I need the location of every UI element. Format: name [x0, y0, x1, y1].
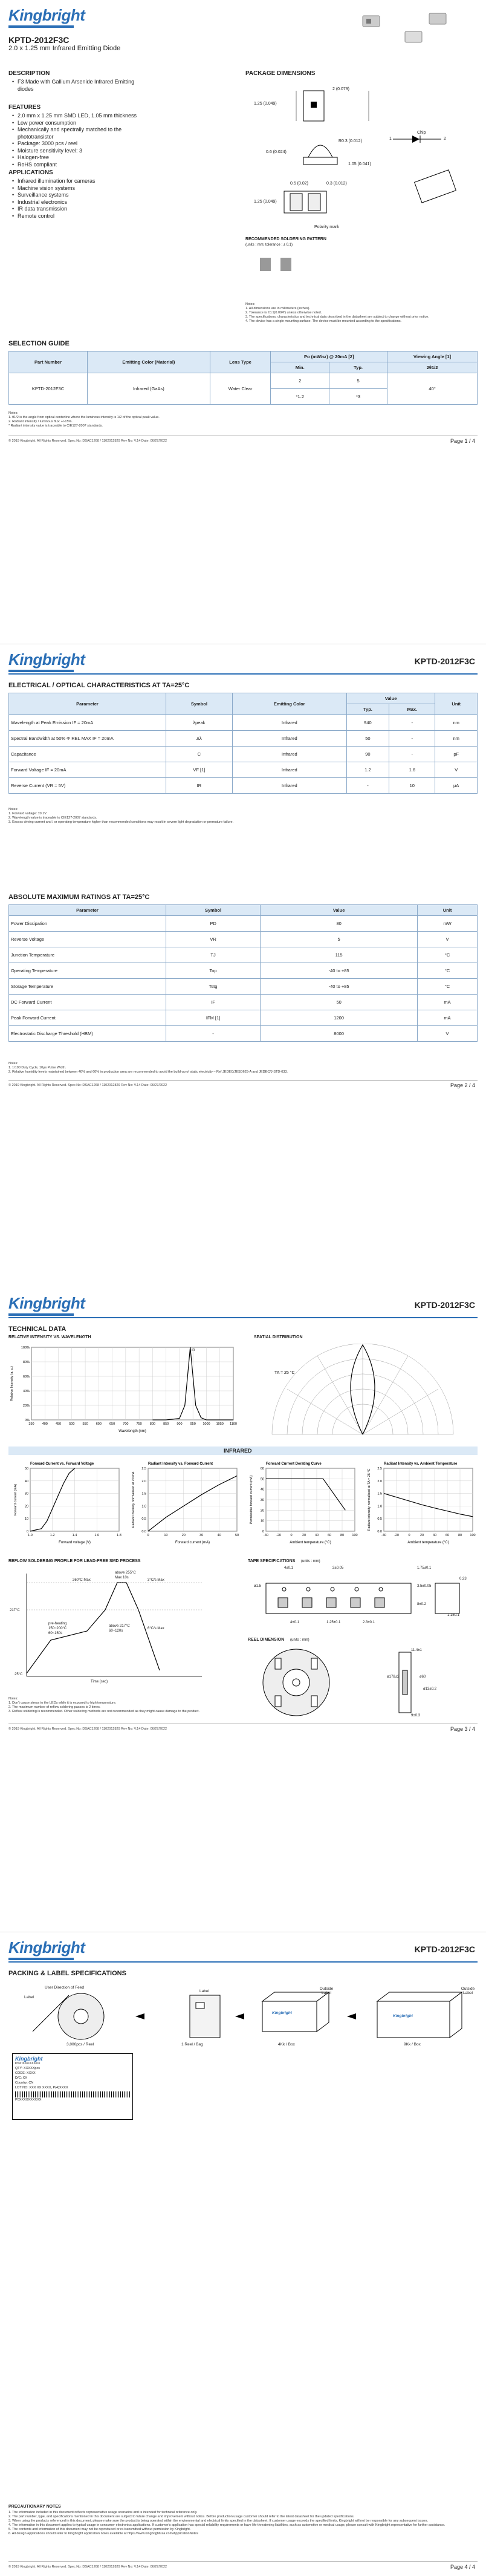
- table-row: Forward Voltage IF = 20mA VF [1] Infrared 1.2 1.6 V: [9, 762, 478, 777]
- cell-min: *1.2: [271, 389, 329, 405]
- selection-notes: Notes: 1. θ1/2 is the angle from optical centerline where the luminous intensity is 1/2 of the optical peak value. 2. Radiant Intensity / luminous flux: +/-15%. * Radiant intensity value is traceable to CIE127-2007 standards.: [8, 411, 160, 428]
- pin-2-label: 2: [444, 137, 446, 141]
- dim-label: R0.3 (0.012): [339, 139, 362, 143]
- table-row: Storage Temperature Tstg -40 to +85 °C: [9, 978, 478, 994]
- col-typ: Typ.: [329, 362, 387, 373]
- y-tick-label: 10: [260, 1519, 264, 1523]
- col-half-angle: 2θ1/2: [387, 362, 478, 373]
- label-card: Kingbright P/N: KXXXXXXX QTY: XXXXXpcs CODE: XXXX D/C: XX Country: CN LOT NO: XXX XX XXXX, P(4)XXXX P0XXXXXXXXXX: [12, 2053, 133, 2120]
- dim-label: 0.6 (0.024): [266, 150, 287, 154]
- x-tick-label: -20: [394, 1534, 399, 1537]
- dim-label: 1.05 (0.041): [348, 162, 371, 166]
- y-tick-label: 20: [260, 1509, 264, 1513]
- series-line: [266, 1479, 345, 1510]
- header-rule: [8, 1317, 478, 1318]
- feature-item: • 2.0 mm x 1.25 mm SMD LED, 1.05 mm thickness: [12, 113, 145, 120]
- feature-item: • Moisture sensitivity level: 3: [12, 148, 145, 155]
- logo-underline: [8, 670, 74, 672]
- application-item: • IR data transmission: [12, 206, 145, 213]
- x-axis-label: Wavelength (nm): [118, 1430, 146, 1433]
- dim-label: 1.25 (0.049): [254, 200, 277, 204]
- footer-text: © 2019 Kingbright. All Rights Reserved. Spec No: DSAC1268 / 1102012829 Rev No: V.14 Date: 06/27/2022: [8, 439, 167, 443]
- x-tick-label: 20: [181, 1534, 186, 1537]
- header-rule: [8, 1961, 478, 1963]
- cell-min: 2: [271, 373, 329, 389]
- y-axis-label: Radiant Intensity normalised at 20 mA: [132, 1471, 135, 1528]
- amr-table: Parameter Symbol Value Unit Power Dissipation PD 80 mW Reverse Voltage VR 5 V Junction Temperature TJ 115 °C Operating Temperature Top -40 to +85 °C Storage Temperature Tstg -40 to +85 °C DC Forward Current IF 50 mA Peak Forward Current IFM [1] 1200 mA Electrostatic Discharge Threshold (HBM) - 8000 V: [8, 904, 478, 1042]
- brand-logo: Kingbright: [8, 6, 85, 24]
- table-row: Operating Temperature Top -40 to +85 °C: [9, 963, 478, 978]
- x-tick-label: 80: [340, 1534, 345, 1537]
- reflow-notes: Notes: 1. Don't cause stress to the LEDs while it is exposed to high temperature. 2. The maximum number of reflow soldering passes is 2 times. 3. Reflow soldering is recommended. Other soldering methods are not recommended as they might cause damage to the product.: [8, 1697, 200, 1713]
- y-tick-label: 2.0: [377, 1479, 382, 1483]
- x-tick-label: 60: [327, 1534, 332, 1537]
- x-tick-label: 50: [235, 1534, 239, 1537]
- y-axis-label: Forward current (mA): [14, 1483, 18, 1516]
- x-axis-label: Forward voltage (V): [59, 1541, 91, 1545]
- header-part-number: KPTD-2012F3C: [414, 1300, 475, 1310]
- tape-units: (units : mm): [301, 1560, 320, 1563]
- application-item: • Remote control: [12, 213, 145, 220]
- footer-text: © 2019 Kingbright. All Rights Reserved. Spec No: DSAC1268 / 1102012829 Rev No: V.14 Date: 06/27/2022: [8, 2565, 167, 2569]
- cell-typ: *3: [329, 389, 387, 405]
- table-row: Spectral Bandwidth at 50% Φ REL MAX IF = 20mA Δλ Infrared 50 - nm: [9, 730, 478, 746]
- y-tick-label: 40: [24, 1479, 28, 1483]
- x-tick-label: 400: [42, 1422, 48, 1426]
- cell-angle: 40°: [387, 373, 478, 405]
- feature-item: • Package: 3000 pcs / reel: [12, 140, 145, 148]
- x-tick-label: 60: [445, 1534, 450, 1537]
- x-tick-label: 950: [190, 1422, 196, 1426]
- y-tick-label: 2.5: [141, 1467, 146, 1471]
- y-tick-label: 30: [260, 1499, 264, 1502]
- page-number: Page 3 / 4: [450, 1726, 475, 1732]
- applications-list: [12, 178, 145, 220]
- feature-item: • Halogen-free: [12, 154, 145, 162]
- tape-heading: TAPE SPECIFICATIONS: [248, 1559, 296, 1563]
- y-tick-label: 40: [260, 1488, 264, 1492]
- feature-item: • RoHS compliant: [12, 162, 145, 169]
- package-dimensions-heading: PACKAGE DIMENSIONS: [245, 70, 316, 77]
- page-number: Page 2 / 4: [450, 1082, 475, 1088]
- product-photos: [339, 7, 465, 50]
- x-tick-label: -40: [264, 1534, 268, 1537]
- rel-intensity-heading: RELATIVE INTENSITY VS. WAVELENGTH: [8, 1335, 91, 1339]
- application-item: • Infrared illumination for cameras: [12, 178, 145, 185]
- logo-underline: [8, 1313, 74, 1316]
- outside-label-2: Outside Label: [461, 1986, 475, 1995]
- reel-label-callout: Label: [24, 1995, 34, 1999]
- reel-bag-label: 1 Reel / Bag: [181, 2042, 203, 2047]
- soldering-pattern-heading: RECOMMENDED SOLDERING PATTERN: [245, 237, 326, 241]
- reflow-x-axis: Time (sec): [91, 1680, 108, 1684]
- x-tick-label: 20: [420, 1534, 424, 1537]
- x-tick-label: 40: [314, 1534, 319, 1537]
- feature-item: • Mechanically and spectrally matched to the phototransistor: [12, 126, 145, 140]
- box-brand: Kingbright: [393, 2013, 413, 2018]
- dim-label: 1.25 (0.049): [254, 102, 277, 106]
- soldering-units: (units : mm; tolerance : ± 0.1): [245, 243, 293, 247]
- data-annotation: IR: [191, 1348, 195, 1352]
- x-tick-label: 750: [136, 1422, 142, 1426]
- footer-text: © 2019 Kingbright. All Rights Reserved. Spec No: DSAC1268 / 1102012829 Rev No: V.14 Date: 06/27/2022: [8, 1083, 167, 1087]
- plot-frame: [31, 1347, 233, 1420]
- col-po: Po (mW/sr) @ 20mA [2]: [271, 351, 387, 362]
- x-tick-label: 80: [458, 1534, 462, 1537]
- y-tick-label: 1.5: [377, 1492, 382, 1496]
- page-number: Page 1 / 4: [450, 438, 475, 444]
- table-row: Reverse Voltage VR 5 V: [9, 931, 478, 947]
- table-row: Capacitance C Infrared 90 - pF: [9, 746, 478, 762]
- per-reel-label: 3,000pcs / Reel: [66, 2042, 94, 2047]
- brand-logo: Kingbright: [8, 1294, 85, 1312]
- infrared-heading: INFRARED: [224, 1448, 252, 1454]
- page-1: [0, 0, 486, 644]
- x-tick-label: 600: [96, 1422, 102, 1426]
- amr-notes: Notes: 1. 1/100 Duty Cycle, 10μs Pulse Width. 2. Relative humidity levels maintained between 40% and 60% in production area are recommended to avoid the build-up of static electricity – Ref JEDEC/JESD625-A and JEDEC/J-STD-033.: [8, 1061, 288, 1074]
- x-tick-label: 1.0: [28, 1534, 33, 1537]
- derating-curve-chart: [248, 1460, 360, 1545]
- tape-drawing: [254, 1571, 471, 1626]
- y-tick-label: 0.0: [141, 1530, 146, 1534]
- features-heading: FEATURES: [8, 104, 41, 111]
- x-tick-label: 100: [470, 1534, 476, 1537]
- x-tick-label: 40: [432, 1534, 437, 1537]
- col-part-number: Part Number: [9, 351, 88, 373]
- plot-frame: [384, 1468, 473, 1531]
- x-axis-label: Ambient temperature (°C): [407, 1541, 449, 1545]
- product-subtitle: 2.0 x 1.25 mm Infrared Emitting Diode: [8, 45, 121, 52]
- polarity-mark-label: Polarity mark: [314, 225, 339, 229]
- x-tick-label: 1.2: [50, 1534, 55, 1537]
- series-line: [148, 1476, 237, 1532]
- col-emitting-color: Emitting Color (Material): [88, 351, 210, 373]
- table-row: Peak Forward Current IFM [1] 1200 mA: [9, 1010, 478, 1025]
- y-axis-label: Relative Intensity (a. u.): [10, 1366, 14, 1401]
- x-tick-label: 20: [302, 1534, 306, 1537]
- package-drawing: [248, 85, 471, 230]
- box-9k-label: 9Kk / Box: [404, 2042, 421, 2047]
- x-tick-label: 1.6: [94, 1534, 100, 1537]
- user-direction-label: User Direction of Feed: [45, 1985, 85, 1990]
- page-number: Page 4 / 4: [450, 2563, 475, 2570]
- reflow-heading: REFLOW SOLDERING PROFILE FOR LEAD-FREE SMD PROCESS: [8, 1559, 141, 1563]
- x-tick-label: 0: [147, 1534, 149, 1537]
- brand-logo: Kingbright: [8, 1938, 85, 1957]
- technical-data-heading: TECHNICAL DATA: [8, 1326, 66, 1333]
- x-tick-label: 450: [55, 1422, 62, 1426]
- y-tick-label: 20%: [22, 1404, 30, 1408]
- x-tick-label: 650: [109, 1422, 115, 1426]
- package-notes: Notes: 1. All dimensions are in millimeters (inches). 2. Tolerance is ±0.1(0.004") unless otherwise noted. 3. The specifications, characteristics and technical data described in the datasheet are subject to change without prior notice. 4. The device has a single mounting surface. The device must be mounted according to the specifications.: [245, 302, 429, 323]
- applications-heading: APPLICATIONS: [8, 169, 53, 176]
- y-tick-label: 0%: [25, 1419, 30, 1422]
- reel-drawing: [254, 1646, 471, 1719]
- feature-item: • Low power consumption: [12, 120, 145, 127]
- cell-lens: Water Clear: [210, 373, 271, 405]
- x-tick-label: -20: [276, 1534, 281, 1537]
- ta-label: TA = 25 °C: [274, 1371, 295, 1375]
- outside-label-1: Outside Label: [319, 1986, 334, 1995]
- y-tick-label: 1.0: [377, 1505, 382, 1509]
- box-brand: Kingbright: [272, 2010, 292, 2015]
- logo-underline: [8, 1958, 74, 1960]
- eo-table: Parameter Symbol Emitting Color Value Unit Typ. Max. Wavelength at Peak Emission IF = 20mA λpeak Infrared 940 - nm Spectral Bandwidth at 50% Φ REL MAX IF = 20mA Δλ Infrared 50 - nm Capacitance C Infrared 90 - pF Forward Voltage IF = 20mA VF [1] Infrared 1.2 1.6 V Reverse Current (VR = 5V) IR Infrared - 10 μA: [8, 693, 478, 794]
- y-tick-label: 100%: [21, 1346, 30, 1350]
- y-tick-label: 0.5: [377, 1517, 382, 1522]
- y-tick-label: 60: [260, 1467, 264, 1471]
- x-tick-label: 10: [164, 1534, 168, 1537]
- application-item: • Industrial electronics: [12, 199, 145, 206]
- description-item: • F3 Made with Gallium Arsenide Infrared Emitting diodes: [12, 79, 145, 93]
- table-row: Junction Temperature TJ 115 °C: [9, 947, 478, 963]
- y-tick-label: 2.5: [377, 1467, 382, 1471]
- chart-title: Radiant Intensity vs. Ambient Temperature: [384, 1462, 458, 1466]
- eo-heading: ELECTRICAL / OPTICAL CHARACTERISTICS AT TA=25°C: [8, 681, 190, 689]
- y-tick-label: 30: [24, 1492, 28, 1496]
- y-tick-label: 0.0: [377, 1530, 382, 1534]
- y-tick-label: 0: [262, 1530, 264, 1534]
- x-tick-label: -40: [381, 1534, 386, 1537]
- x-tick-label: 40: [217, 1534, 221, 1537]
- reel-heading: REEL DIMENSION: [248, 1638, 285, 1642]
- footer-rule: [8, 2561, 478, 2562]
- precaution-heading: PRECAUTIONARY NOTES: [8, 2504, 61, 2509]
- cell-typ: 5: [329, 373, 387, 389]
- y-tick-label: 10: [24, 1517, 28, 1522]
- chip-label: Chip: [417, 131, 426, 135]
- dim-label: 0.3 (0.012): [326, 181, 347, 186]
- x-tick-label: 1000: [202, 1422, 210, 1426]
- y-tick-label: 50: [260, 1477, 264, 1482]
- forward-current-vs-voltage-chart: [12, 1460, 124, 1545]
- y-axis-label: Permissible forward current (mA): [250, 1475, 253, 1525]
- table-row: DC Forward Current IF 50 mA: [9, 994, 478, 1010]
- x-tick-label: 1.8: [117, 1534, 122, 1537]
- x-axis-label: Ambient temperature (°C): [290, 1541, 331, 1545]
- x-tick-label: 1100: [230, 1422, 237, 1426]
- precaution-notes: 1. The information included in this document reflects representative usage scenarios and is intended for technical reference only. 2. The part number, type, and specifications mentioned in this document are subject to future change and improvement without notice. Before production usage customer should refer to the latest datasheet for the updated specifications. 3. When using the products referenced in this document, please make sure the product is being operated within the environmental and electrical limits specified in the datasheet. If customer usage exceeds the specified limits, Kingbright will not be responsible for any subsequent issues. 4. The information in this document applies to typical usage in consumer electronics applications. If customer's application has special reliability requirements or have life-threatening liabilities, such as automotive or medical usage, please consult with Kingbright representative for further assistance. 5. The contents and information of this document may not be reproduced or re-transmitted without permission by Kingbright. 6. All design applications should refer to Kingbright application notes available at https://www.kingbrightusa.com/ApplicationNotes: [8, 2510, 446, 2535]
- application-item: • Machine vision systems: [12, 185, 145, 192]
- x-tick-label: 900: [177, 1422, 183, 1426]
- radiant-intensity-vs-current-chart: [130, 1460, 242, 1545]
- page-2: [0, 644, 486, 1288]
- description-heading: DESCRIPTION: [8, 70, 50, 77]
- y-tick-label: 0.5: [141, 1517, 146, 1522]
- y-tick-label: 80%: [22, 1361, 30, 1364]
- x-tick-label: 0: [408, 1534, 410, 1537]
- selection-guide-heading: SELECTION GUIDE: [8, 340, 70, 347]
- soldering-pattern: [254, 252, 302, 288]
- barcode: [15, 2091, 130, 2097]
- reflow-profile-chart: [8, 1568, 208, 1688]
- y-tick-label: 50: [24, 1467, 28, 1471]
- dim-label: 2 (0.079): [332, 87, 350, 91]
- series-line: [384, 1494, 473, 1517]
- header-rule: [8, 673, 478, 675]
- header-part-number: KPTD-2012F3C: [414, 656, 475, 666]
- packing-heading: PACKING & LABEL SPECIFICATIONS: [8, 1969, 126, 1977]
- chart-title: Radiant Intensity vs. Forward Current: [148, 1462, 213, 1466]
- cell-color: Infrared (GaAs): [88, 373, 210, 405]
- dim-label: 0.5 (0.02): [290, 181, 308, 186]
- pin-1-label: 1: [389, 137, 392, 141]
- cell-part: KPTD-2012F3C: [9, 373, 88, 405]
- radiant-intensity-vs-temperature-chart: [366, 1460, 478, 1545]
- spatial-distribution-heading: SPATIAL DISTRIBUTION: [254, 1335, 303, 1339]
- chart-title: Forward Current Derating Curve: [266, 1462, 322, 1466]
- part-number-title: KPTD-2012F3C: [8, 35, 70, 45]
- header-part-number: KPTD-2012F3C: [414, 1944, 475, 1954]
- footer-text: © 2019 Kingbright. All Rights Reserved. Spec No: DSAC1268 / 1102012829 Rev No: V.14 Date: 06/27/2022: [8, 1727, 167, 1731]
- y-tick-label: 2.0: [141, 1479, 146, 1483]
- col-lens-type: Lens Type: [210, 351, 271, 373]
- reel-units: (units : mm): [290, 1638, 309, 1642]
- selection-guide-table: [8, 351, 478, 405]
- page-4: [0, 1932, 486, 2576]
- y-tick-label: 20: [24, 1505, 28, 1509]
- eo-notes: Notes: 1. Forward voltage: ±0.1V. 2. Wavelength value is traceable to CIE127-2007 standards. 3. Excess driving current and / or operating temperature higher than recommended conditions may result in severe light degradation or premature failure.: [8, 807, 234, 824]
- x-tick-label: 30: [199, 1534, 204, 1537]
- table-row: Reverse Current (VR = 5V) IR Infrared - 10 μA: [9, 777, 478, 793]
- application-item: • Surveillance systems: [12, 192, 145, 199]
- chart-title: Forward Current vs. Forward Voltage: [30, 1462, 94, 1466]
- wavelength-chart: [8, 1342, 238, 1433]
- plot-frame: [148, 1468, 237, 1531]
- x-axis-label: Forward current (mA): [175, 1541, 210, 1545]
- x-tick-label: 350: [28, 1422, 34, 1426]
- y-tick-label: 1.0: [141, 1505, 146, 1509]
- brand-logo: Kingbright: [8, 650, 85, 669]
- y-tick-label: 0: [26, 1530, 28, 1534]
- col-min: Min.: [271, 362, 329, 373]
- x-tick-label: 850: [163, 1422, 169, 1426]
- x-tick-label: 500: [69, 1422, 75, 1426]
- bag-label-callout: Label: [199, 1989, 209, 1993]
- description-list: [12, 79, 145, 93]
- y-tick-label: 60%: [22, 1375, 30, 1379]
- table-row: Power Dissipation PD 80 mW: [9, 915, 478, 931]
- col-viewing-angle: Viewing Angle [1]: [387, 351, 478, 362]
- logo-underline: [8, 25, 74, 28]
- x-tick-label: 1.4: [72, 1534, 77, 1537]
- amr-heading: ABSOLUTE MAXIMUM RATINGS AT TA=25°C: [8, 893, 150, 901]
- spatial-distribution-chart: [260, 1344, 465, 1440]
- x-tick-label: 800: [149, 1422, 155, 1426]
- box-4k-label: 4Kk / Box: [278, 2042, 295, 2047]
- table-row: Wavelength at Peak Emission IF = 20mA λpeak Infrared 940 - nm: [9, 714, 478, 730]
- y-tick-label: 40%: [22, 1390, 30, 1393]
- x-tick-label: 100: [352, 1534, 358, 1537]
- x-tick-label: 1050: [216, 1422, 224, 1426]
- y-tick-label: 1.5: [141, 1492, 146, 1496]
- x-tick-label: 700: [123, 1422, 129, 1426]
- table-row: Electrostatic Discharge Threshold (HBM) - 8000 V: [9, 1025, 478, 1041]
- x-tick-label: 0: [290, 1534, 293, 1537]
- page-3: Kingbright KPTD-2012F3C TECHNICAL DATA RELATIVE INTENSITY VS. WAVELENGTH SPATIAL DISTRIBUTION 350 400 450 500 550 600 650 700 750 800 850 900 950 1000 1050 1100 0% 20% 40% 60% 80% 100% Wavelength (nm) Relative Intensity (a. u.) IR TA = 25 °C INFRARED 1.0 1.2 1.4 1.6 1.8 0 10 20 30 40 50 Forward voltage (V) Forward current (mA) Forward Current vs. Forward Voltage 0 10 20 30 40 50 0.0 0.5 1.0 1.5 2.0 2.5 Forward current (mA) Radiant Intensity normalised at 20 mA Radiant Intensity vs. Forward Current -40 -20 0 20 40 60 80 100 0 10 20 30 40 50 60 Ambient temperature (°C) Permissible forward current (mA) Forward Current Derating Curve -40 -20 0 20 40 60 80 100 0.0 0.5 1.0 1.5 2.0 2.5 Ambient temperature (°C) Radiant intensity normalised at TA = 25 °C Radiant Intensity vs. Ambient Temperature REFLOW SOLDERING PROFILE FOR LEAD-FREE SMD PROCESS above 255°C Max 10s 260°C Max 3°C/s Max 217°C pre-heating above 217°C 150~200°C 60~150s 60~120s 6°C/s Max 25°C Time (sec) Notes: 1. Don't cause stress to the LEDs while it is exposed to high temperature. 2. The maximum number of reflow soldering passes is 2 times. 3. Reflow soldering is recommended. Other soldering methods are not recommended as they might cause damage to the product. TAPE SPECIFICATIONS (units : mm) 4±0.1 2±0.05 1.75±0.1 3.5±0.05 8±0.2 4±0.1 ø1.5 0.23 1.25±0.1 2.3±0.1 1.1±0.1 REEL DIMENSION (units : mm) 11.4±1 ø178±2 ø60 ø13±0.2 9±0.3 © 2019 Kingbright. All Rights Reserved. Spec No: DSAC1268 / 1102012829 Rev No: V.14 Date: 06/27/2022 Page 3 / 4: [0, 1288, 486, 1932]
- x-tick-label: 550: [82, 1422, 88, 1426]
- features-list: [12, 113, 145, 168]
- y-axis-label: Radiant intensity normalised at TA = 25 °C: [368, 1468, 371, 1531]
